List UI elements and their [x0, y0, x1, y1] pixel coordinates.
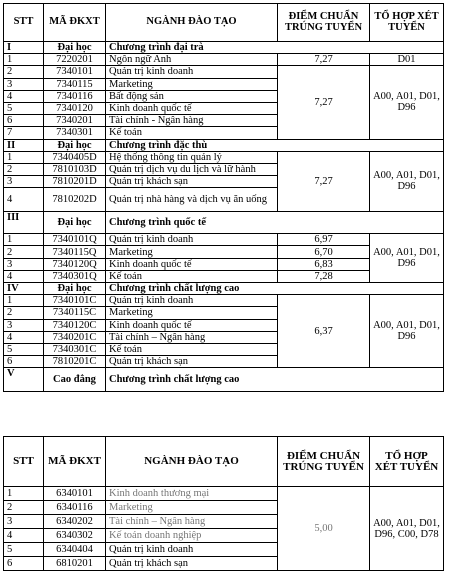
cell-ma: 7340101	[44, 66, 106, 78]
cell-ma: 7810201D	[44, 176, 106, 188]
section-level: Cao đẳng	[44, 368, 106, 392]
cell-ma: 7340201	[44, 115, 106, 127]
cell-stt: 2	[4, 246, 44, 258]
cell-stt: 1	[4, 234, 44, 246]
cell-ma: 7340101Q	[44, 234, 106, 246]
cell-nganh: Marketing	[106, 78, 278, 90]
cell-stt: 1	[4, 295, 44, 307]
cell-nganh: Quản trị kinh doanh	[106, 295, 278, 307]
cell-nganh: Tài chính – Ngân hàng	[106, 331, 278, 343]
cell-ma: 6340101	[44, 487, 106, 501]
table-row	[4, 295, 444, 307]
cell-ma: 7340120C	[44, 319, 106, 331]
section-roman: IV	[4, 283, 44, 295]
section-row	[4, 212, 444, 234]
cell-nganh: Quản trị dịch vụ du lịch và lữ hành	[106, 163, 278, 175]
table-row	[4, 234, 444, 246]
cell-stt: 3	[4, 515, 44, 529]
cell-ma: 7340101C	[44, 295, 106, 307]
cell-tohop: A00, A01, D01, D96	[370, 295, 444, 368]
cell-tohop: A00, A01, D01, D96	[370, 234, 444, 283]
header-stt: STT	[4, 437, 44, 487]
cell-ma: 7340301Q	[44, 270, 106, 282]
cell-ma: 6340302	[44, 529, 106, 543]
cell-ma: 7340120	[44, 102, 106, 114]
cell-ma: 7340201C	[44, 331, 106, 343]
header-stt: STT	[4, 4, 44, 42]
cell-stt: 3	[4, 258, 44, 270]
section-row	[4, 42, 444, 54]
cell-ma: 6340116	[44, 501, 106, 515]
cell-nganh: Ngôn ngữ Anh	[106, 54, 278, 66]
section-row	[4, 368, 444, 392]
cell-ma: 7340115C	[44, 307, 106, 319]
cell-ma: 7340301C	[44, 343, 106, 355]
cell-stt: 2	[4, 163, 44, 175]
cell-diem: 6,83	[278, 258, 370, 270]
header-ma-dkxt: MÃ ĐKXT	[44, 4, 106, 42]
cell-tohop: A00, A01, D01, D96	[370, 66, 444, 139]
cell-nganh: Tài chính – Ngân hàng	[106, 515, 278, 529]
cell-ma: 7340405D	[44, 151, 106, 163]
section-level: Đại học	[44, 42, 106, 54]
cell-stt: 4	[4, 331, 44, 343]
section-roman: I	[4, 42, 44, 54]
header-to-hop: TỔ HỢP XÉT TUYỂN	[370, 437, 444, 487]
cell-stt: 5	[4, 543, 44, 557]
cell-nganh: Quản trị khách sạn	[106, 356, 278, 368]
cell-diem: 6,37	[278, 295, 370, 368]
cell-tohop: A00, A01, D01, D96	[370, 151, 444, 212]
table-row	[4, 487, 444, 501]
cell-diem: 6,97	[278, 234, 370, 246]
table-row	[4, 66, 444, 78]
cell-tohop: A00, A01, D01, D96, C00, D78	[370, 487, 444, 571]
cell-stt: 1	[4, 54, 44, 66]
section-program: Chương trình đặc thù	[106, 139, 444, 151]
header-diem-chuan: ĐIỂM CHUẨN TRÚNG TUYỂN	[278, 437, 370, 487]
cell-stt: 1	[4, 151, 44, 163]
cell-stt: 1	[4, 487, 44, 501]
cell-ma: 6810201	[44, 557, 106, 571]
cell-nganh: Kế toán	[106, 127, 278, 139]
cell-nganh: Kế toán	[106, 343, 278, 355]
cell-stt: 4	[4, 270, 44, 282]
cell-diem: 7,28	[278, 270, 370, 282]
cell-stt: 3	[4, 319, 44, 331]
cell-ma: 7340120Q	[44, 258, 106, 270]
cell-stt: 5	[4, 102, 44, 114]
section-program: Chương trình đại trà	[106, 42, 444, 54]
cell-ma: 7810201C	[44, 356, 106, 368]
admission-table-college	[3, 436, 444, 571]
cell-nganh: Bất động sản	[106, 90, 278, 102]
cell-ma: 6340202	[44, 515, 106, 529]
section-roman: III	[4, 212, 44, 234]
cell-ma: 7810103D	[44, 163, 106, 175]
admission-table-main	[3, 3, 444, 392]
cell-ma: 7340115	[44, 78, 106, 90]
cell-diem: 5,00	[278, 487, 370, 571]
cell-nganh: Kinh doanh thương mại	[106, 487, 278, 501]
cell-stt: 4	[4, 188, 44, 212]
cell-stt: 2	[4, 501, 44, 515]
cell-nganh: Quản trị kinh doanh	[106, 66, 278, 78]
table-row	[4, 151, 444, 163]
cell-stt: 6	[4, 557, 44, 571]
cell-nganh: Marketing	[106, 307, 278, 319]
cell-tohop: D01	[370, 54, 444, 66]
cell-stt: 6	[4, 356, 44, 368]
header-nganh: NGÀNH ĐÀO TẠO	[106, 4, 278, 42]
header-diem-chuan: ĐIỂM CHUẨN TRÚNG TUYỂN	[278, 4, 370, 42]
cell-ma: 7340301	[44, 127, 106, 139]
cell-stt: 5	[4, 343, 44, 355]
cell-nganh: Quản trị khách sạn	[106, 176, 278, 188]
section-row	[4, 283, 444, 295]
cell-nganh: Quản trị kinh doanh	[106, 543, 278, 557]
cell-nganh: Tài chính - Ngân hàng	[106, 115, 278, 127]
section-roman: II	[4, 139, 44, 151]
section-roman: V	[4, 368, 44, 392]
cell-ma: 7220201	[44, 54, 106, 66]
header-to-hop: TỔ HỢP XÉT TUYỂN	[370, 4, 444, 42]
cell-nganh: Kinh doanh quốc tế	[106, 258, 278, 270]
cell-nganh: Kế toán	[106, 270, 278, 282]
cell-stt: 6	[4, 115, 44, 127]
cell-nganh: Marketing	[106, 501, 278, 515]
section-level: Đại học	[44, 212, 106, 234]
cell-diem: 7,27	[278, 66, 370, 139]
cell-stt: 2	[4, 66, 44, 78]
cell-ma: 6340404	[44, 543, 106, 557]
header-nganh: NGÀNH ĐÀO TẠO	[106, 437, 278, 487]
cell-nganh: Kế toán doanh nghiệp	[106, 529, 278, 543]
cell-ma: 7340116	[44, 90, 106, 102]
table-header-row	[4, 437, 444, 487]
cell-stt: 4	[4, 90, 44, 102]
cell-nganh: Kinh doanh quốc tế	[106, 319, 278, 331]
section-row	[4, 139, 444, 151]
cell-nganh: Quản trị kinh doanh	[106, 234, 278, 246]
cell-nganh: Kinh doanh quốc tế	[106, 102, 278, 114]
section-program: Chương trình chất lượng cao	[106, 368, 444, 392]
cell-diem: 7,27	[278, 54, 370, 66]
cell-stt: 2	[4, 307, 44, 319]
section-program: Chương trình quốc tế	[106, 212, 444, 234]
cell-ma: 7340115Q	[44, 246, 106, 258]
cell-stt: 7	[4, 127, 44, 139]
cell-nganh: Quản trị nhà hàng và dịch vụ ăn uống	[106, 188, 278, 212]
cell-nganh: Marketing	[106, 246, 278, 258]
cell-stt: 4	[4, 529, 44, 543]
section-level: Đại học	[44, 139, 106, 151]
cell-nganh: Hệ thống thông tin quản lý	[106, 151, 278, 163]
section-program: Chương trình chất lượng cao	[106, 283, 444, 295]
header-ma-dkxt: MÃ ĐKXT	[44, 437, 106, 487]
cell-diem: 7,27	[278, 151, 370, 212]
cell-nganh: Quản trị khách sạn	[106, 557, 278, 571]
cell-diem: 6,70	[278, 246, 370, 258]
table-row	[4, 54, 444, 66]
section-level: Đại học	[44, 283, 106, 295]
cell-ma: 7810202D	[44, 188, 106, 212]
cell-stt: 3	[4, 78, 44, 90]
table-header-row	[4, 4, 444, 42]
cell-stt: 3	[4, 176, 44, 188]
